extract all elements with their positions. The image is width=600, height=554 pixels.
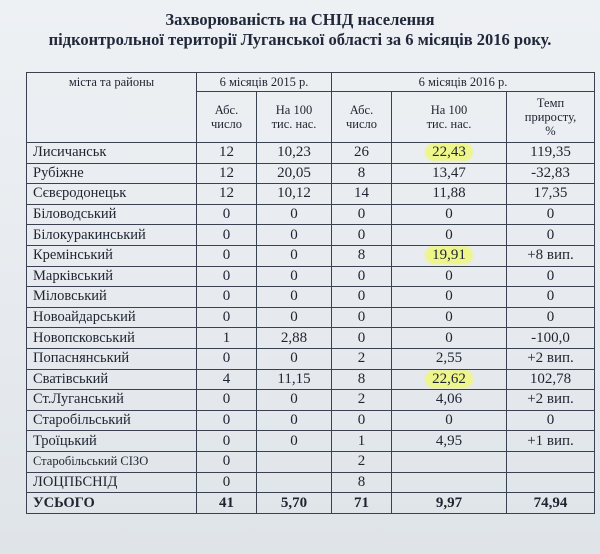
- cell-abs-2016: 2: [332, 451, 392, 472]
- cell-rate-2015: 0: [257, 431, 332, 452]
- cell-area-name: Сєвєродонецьк: [27, 184, 197, 205]
- total-label: УСЬОГО: [27, 493, 197, 514]
- cell-rate-2016: 0: [392, 225, 507, 246]
- title-line-1: Захворюваність на СНІД населення: [165, 10, 435, 29]
- cell-growth: 17,35: [507, 184, 595, 205]
- cell-area-name: Новоайдарський: [27, 307, 197, 328]
- table-row: [27, 307, 595, 328]
- cell-rate-2015: 0: [257, 266, 332, 287]
- cell-rate-2016: 0: [392, 287, 507, 308]
- cell-rate-2016: [392, 451, 507, 472]
- cell-abs-2015: 0: [197, 287, 257, 308]
- cell-area-name: Старобільський: [27, 410, 197, 431]
- cell-area-name: Троїцький: [27, 431, 197, 452]
- cell-abs-2016: 2: [332, 390, 392, 411]
- cell-abs-2016: 0: [332, 307, 392, 328]
- cell-growth: 0: [507, 204, 595, 225]
- highlighted-value: 22,43: [426, 144, 472, 160]
- cell-growth: 0: [507, 287, 595, 308]
- cell-abs-2015: 0: [197, 390, 257, 411]
- cell-growth: 0: [507, 410, 595, 431]
- cell-area-name: Попаснянський: [27, 348, 197, 369]
- header-rate-2015: [257, 92, 332, 143]
- cell-area-name: Старобільський СІЗО: [27, 451, 197, 472]
- cell-rate-2015: 10,12: [257, 184, 332, 205]
- header-rate-2015-line1: На 100: [275, 103, 313, 117]
- header-rate-2015-line2: тис. нас.: [271, 117, 317, 131]
- header-rate-2016-line1: На 100: [430, 103, 468, 117]
- cell-rate-2016: 13,47: [392, 163, 507, 184]
- cell-abs-2015: 0: [197, 472, 257, 493]
- cell-abs-2015: 12: [197, 163, 257, 184]
- cell-abs-2016: 26: [332, 143, 392, 164]
- table-row: [27, 163, 595, 184]
- header-abs-2015-line1: Абс.: [214, 103, 239, 117]
- header-row-1: [27, 73, 595, 92]
- header-abs-2015-line2: число: [210, 117, 242, 131]
- table-row: [27, 472, 595, 493]
- total-row: [27, 493, 595, 514]
- header-rate-2016: [392, 92, 507, 143]
- cell-rate-2016: [392, 245, 507, 266]
- cell-growth: [507, 451, 595, 472]
- cell-abs-2015: 0: [197, 204, 257, 225]
- table-row: [27, 143, 595, 164]
- cell-rate-2015: 0: [257, 348, 332, 369]
- cell-rate-2015: 2,88: [257, 328, 332, 349]
- cell-rate-2016: 4,95: [392, 431, 507, 452]
- header-period-2016: 6 місяців 2016 р.: [332, 73, 595, 92]
- document-title: [0, 10, 600, 50]
- cell-abs-2015: 0: [197, 266, 257, 287]
- cell-abs-2016: 8: [332, 472, 392, 493]
- cell-abs-2015: 0: [197, 348, 257, 369]
- cell-growth: +1 вип.: [507, 431, 595, 452]
- cell-rate-2015: [257, 451, 332, 472]
- cell-growth: +8 вип.: [507, 245, 595, 266]
- aids-incidence-table: [26, 72, 595, 514]
- header-growth-line1: Темп: [536, 96, 565, 110]
- cell-abs-2015: 0: [197, 451, 257, 472]
- header-growth-line2: приросту,: [524, 110, 577, 124]
- cell-abs-2016: 0: [332, 266, 392, 287]
- cell-rate-2015: 0: [257, 390, 332, 411]
- cell-abs-2016: 1: [332, 431, 392, 452]
- cell-rate-2015: 0: [257, 225, 332, 246]
- cell-rate-2015: 11,15: [257, 369, 332, 390]
- cell-rate-2016: 0: [392, 328, 507, 349]
- cell-abs-2015: 0: [197, 225, 257, 246]
- cell-abs-2015: 0: [197, 431, 257, 452]
- cell-area-name: Лисичанськ: [27, 143, 197, 164]
- cell-area-name: Кремінський: [27, 245, 197, 266]
- header-period-2015: 6 місяців 2015 р.: [197, 73, 332, 92]
- table-row: [27, 431, 595, 452]
- header-growth: [507, 92, 595, 143]
- cell-growth: 0: [507, 266, 595, 287]
- cell-rate-2016: [392, 143, 507, 164]
- cell-rate-2015: [257, 472, 332, 493]
- cell-abs-2016: 0: [332, 328, 392, 349]
- table-row: [27, 245, 595, 266]
- highlighted-value: 19,91: [426, 247, 472, 263]
- cell-abs-2016: 0: [332, 225, 392, 246]
- cell-area-name: Рубіжне: [27, 163, 197, 184]
- cell-rate-2015: 20,05: [257, 163, 332, 184]
- cell-rate-2016: 0: [392, 266, 507, 287]
- cell-rate-2015: 0: [257, 204, 332, 225]
- table-row: [27, 184, 595, 205]
- header-area: міста та районы: [27, 73, 197, 143]
- table-row: [27, 225, 595, 246]
- cell-growth: 119,35: [507, 143, 595, 164]
- cell-growth: -32,83: [507, 163, 595, 184]
- cell-area-name: Білокуракинський: [27, 225, 197, 246]
- cell-rate-2016: [392, 472, 507, 493]
- cell-rate-2016: 4,06: [392, 390, 507, 411]
- cell-area-name: ЛОЦПБСНІД: [27, 472, 197, 493]
- total-rate-2015: 5,70: [257, 493, 332, 514]
- cell-abs-2016: 14: [332, 184, 392, 205]
- cell-abs-2016: 0: [332, 410, 392, 431]
- cell-rate-2015: 0: [257, 410, 332, 431]
- header-abs-2015: [197, 92, 257, 143]
- cell-rate-2016: [392, 369, 507, 390]
- table-row: [27, 369, 595, 390]
- cell-area-name: Марківський: [27, 266, 197, 287]
- cell-area-name: Новопсковський: [27, 328, 197, 349]
- table-row: [27, 328, 595, 349]
- table-row: [27, 410, 595, 431]
- header-rate-2016-line2: тис. нас.: [426, 117, 472, 131]
- total-rate-2016: 9,97: [392, 493, 507, 514]
- highlighted-value: 22,62: [426, 371, 472, 387]
- cell-area-name: Сватівський: [27, 369, 197, 390]
- total-growth: 74,94: [507, 493, 595, 514]
- header-growth-line3: %: [545, 124, 556, 138]
- cell-abs-2016: 8: [332, 369, 392, 390]
- cell-abs-2015: 12: [197, 143, 257, 164]
- cell-growth: +2 вип.: [507, 390, 595, 411]
- cell-area-name: Міловський: [27, 287, 197, 308]
- cell-growth: 102,78: [507, 369, 595, 390]
- cell-growth: [507, 472, 595, 493]
- title-line-2: підконтрольної території Луганської області за 6 місяців 2016 року.: [48, 30, 552, 49]
- cell-abs-2016: 0: [332, 287, 392, 308]
- total-abs-2015: 41: [197, 493, 257, 514]
- header-abs-2016: [332, 92, 392, 143]
- table-row: [27, 266, 595, 287]
- cell-area-name: Біловодський: [27, 204, 197, 225]
- table-row: [27, 287, 595, 308]
- cell-abs-2015: 0: [197, 410, 257, 431]
- table-row: [27, 451, 595, 472]
- cell-abs-2016: 8: [332, 245, 392, 266]
- total-abs-2016: 71: [332, 493, 392, 514]
- header-abs-2016-line2: число: [345, 117, 377, 131]
- cell-abs-2016: 0: [332, 204, 392, 225]
- table-row: [27, 348, 595, 369]
- cell-abs-2016: 2: [332, 348, 392, 369]
- cell-growth: 0: [507, 307, 595, 328]
- cell-growth: 0: [507, 225, 595, 246]
- cell-rate-2016: 0: [392, 307, 507, 328]
- cell-area-name: Ст.Луганський: [27, 390, 197, 411]
- cell-abs-2015: 12: [197, 184, 257, 205]
- header-abs-2016-line1: Абс.: [349, 103, 374, 117]
- cell-rate-2016: 11,88: [392, 184, 507, 205]
- cell-abs-2015: 1: [197, 328, 257, 349]
- cell-abs-2016: 8: [332, 163, 392, 184]
- cell-abs-2015: 0: [197, 307, 257, 328]
- cell-rate-2015: 10,23: [257, 143, 332, 164]
- cell-rate-2016: 0: [392, 204, 507, 225]
- cell-growth: +2 вип.: [507, 348, 595, 369]
- table-row: [27, 390, 595, 411]
- cell-growth: -100,0: [507, 328, 595, 349]
- cell-rate-2016: 0: [392, 410, 507, 431]
- cell-rate-2015: 0: [257, 245, 332, 266]
- cell-abs-2015: 0: [197, 245, 257, 266]
- cell-rate-2015: 0: [257, 287, 332, 308]
- cell-abs-2015: 4: [197, 369, 257, 390]
- table-body: [27, 143, 595, 514]
- cell-rate-2015: 0: [257, 307, 332, 328]
- table-row: [27, 204, 595, 225]
- cell-rate-2016: 2,55: [392, 348, 507, 369]
